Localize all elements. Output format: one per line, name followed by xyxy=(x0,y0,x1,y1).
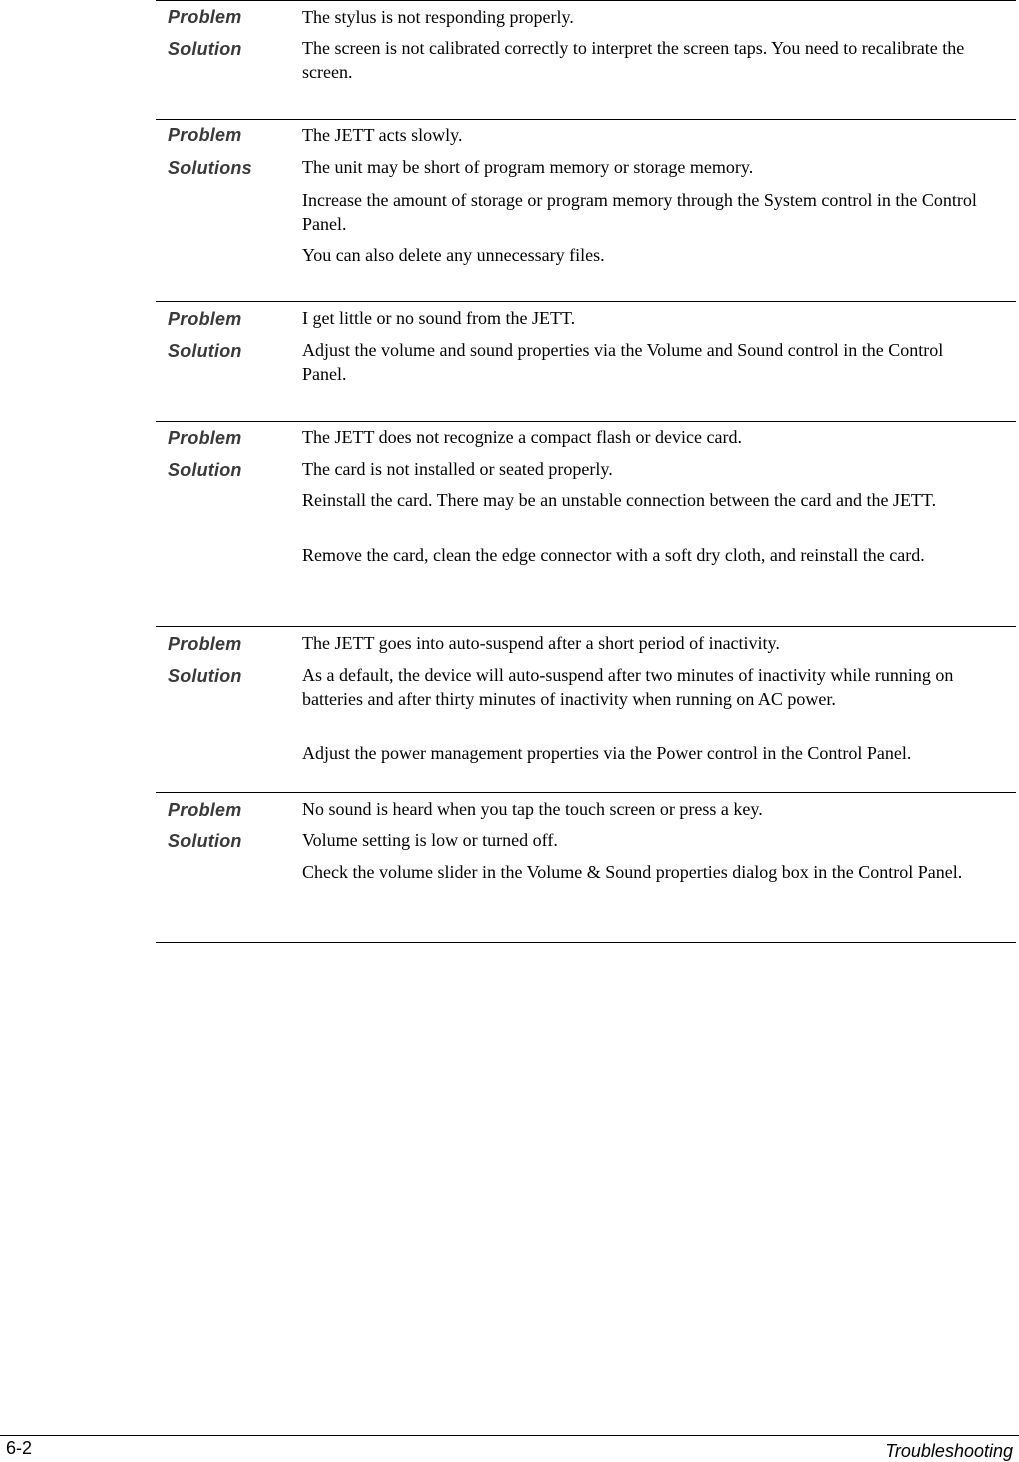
problem-entry xyxy=(156,421,1016,565)
problem-label: Problem xyxy=(168,428,242,448)
solution-text: Volume setting is low or turned off. xyxy=(302,830,558,850)
problem-label: Problem xyxy=(168,634,242,654)
problem-text: No sound is heard when you tap the touch screen or press a key. xyxy=(302,799,763,819)
solution-text: Adjust the power management properties via the Power control in the Control Panel. xyxy=(302,743,912,763)
solution-text: The unit may be short of program memory or storage memory. xyxy=(302,157,754,177)
problem-entry xyxy=(156,0,1016,82)
problem-text: The JETT goes into auto-suspend after a short period of inactivity. xyxy=(302,633,780,653)
solution-text: Remove the card, clean the edge connector with a soft dry cloth, and reinstall the card. xyxy=(302,545,925,565)
solution-text: The screen is not calibrated correctly to interpret the screen taps. You need to recalibrate the screen. xyxy=(302,38,965,82)
problem-label: Problem xyxy=(168,125,242,145)
problem-label: Problem xyxy=(168,7,242,27)
solution-label: Solution xyxy=(168,460,242,480)
solution-label: Solution xyxy=(168,666,242,686)
problem-label: Problem xyxy=(168,800,242,820)
solution-text: The card is not installed or seated properly. xyxy=(302,459,613,479)
page-number: 6-2 xyxy=(6,1438,33,1458)
solution-label: Solution xyxy=(168,831,242,851)
problem-entry xyxy=(156,119,1016,265)
solution-text: As a default, the device will auto-suspend after two minutes of inactivity while running on batteries and after thirty minutes of inactivity when running on AC power. xyxy=(302,665,954,709)
problem-entry xyxy=(156,626,1016,763)
problem-entry xyxy=(156,792,1016,882)
chapter-title: Troubleshooting xyxy=(885,1441,1013,1461)
problem-entry xyxy=(156,301,1016,384)
solution-text: Reinstall the card. There may be an unstable connection between the card and the JETT. xyxy=(302,490,937,510)
problem-text: The JETT does not recognize a compact flash or device card. xyxy=(302,427,742,447)
solution-label: Solution xyxy=(168,341,242,361)
solution-label: Solutions xyxy=(168,158,252,178)
solution-text: Check the volume slider in the Volume & Sound properties dialog box in the Control Panel. xyxy=(302,862,963,882)
solution-text: You can also delete any unnecessary files. xyxy=(302,245,605,265)
problem-text: I get little or no sound from the JETT. xyxy=(302,308,576,328)
problem-text: The JETT acts slowly. xyxy=(302,125,463,145)
solution-text: Increase the amount of storage or program memory through the System control in the Control Panel. xyxy=(302,190,977,234)
solution-label: Solution xyxy=(168,39,242,59)
problem-label: Problem xyxy=(168,309,242,329)
solution-text: Adjust the volume and sound properties via the Volume and Sound control in the Control Panel. xyxy=(302,340,944,384)
table-bottom-rule xyxy=(156,942,1016,943)
footer-rule xyxy=(0,1435,1019,1436)
problem-text: The stylus is not responding properly. xyxy=(302,7,574,27)
